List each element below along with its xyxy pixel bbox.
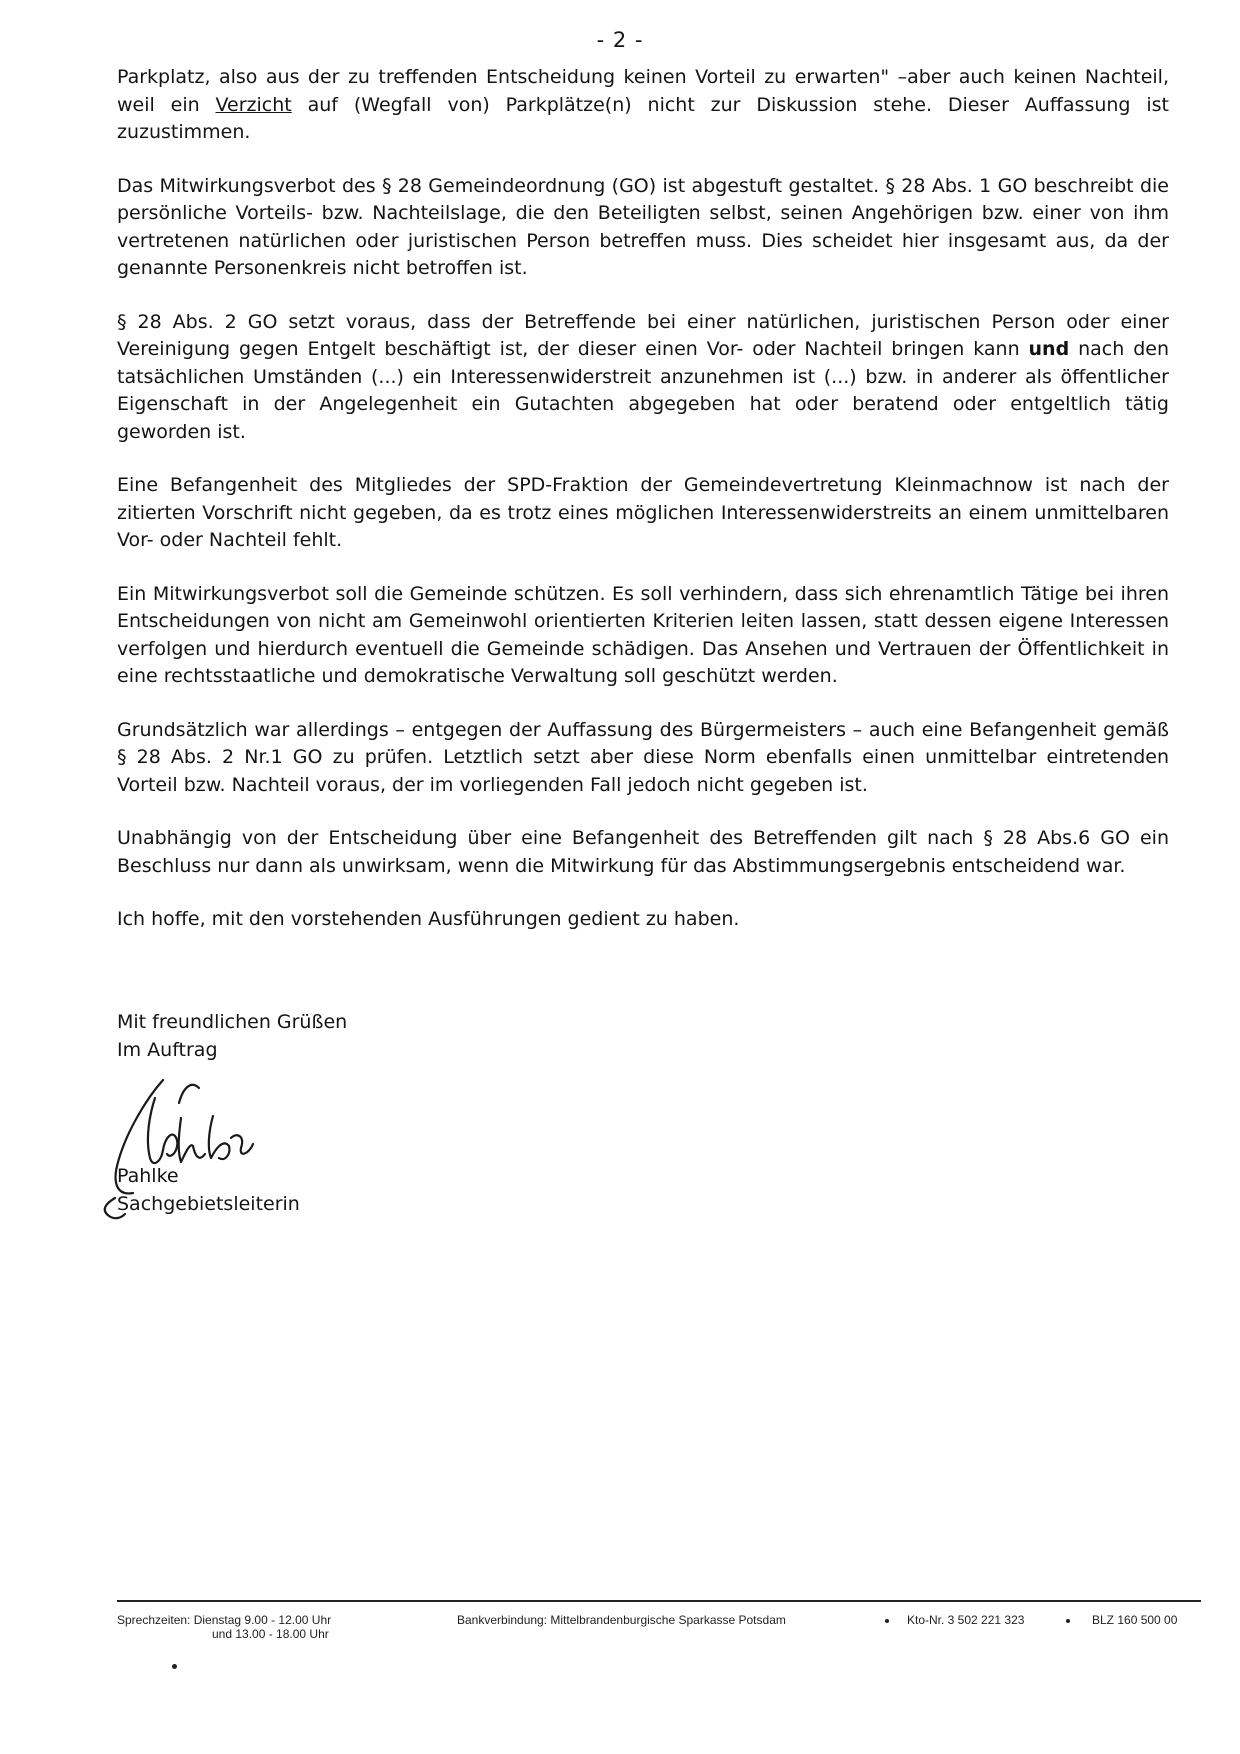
signer-block (117, 1162, 300, 1218)
paragraph-1-part1: Parkplatz, also aus der zu treffenden Entscheidung keinen Vorteil zu erwarten" –aber auch keinen Nachteil, weil ein (117, 66, 1169, 116)
bank-details: Bankverbindung: Mittelbrandenburgische Sparkasse Potsdam (457, 1613, 786, 1627)
signer-name: Pahlke (117, 1165, 179, 1187)
scan-speck (172, 1664, 177, 1669)
greeting: Mit freundlichen Grüßen (117, 1011, 348, 1033)
on-behalf: Im Auftrag (117, 1039, 218, 1061)
paragraph-1-part2: auf (Wegfall von) Parkplätze(n) nicht zur Diskussion stehe. Dieser Auffassung ist zuzustimmen. (117, 93, 1169, 143)
office-hours-line-1: Sprechzeiten: Dienstag 9.00 - 12.00 Uhr (117, 1613, 332, 1627)
office-hours-line-2: und 13.00 - 18.00 Uhr (212, 1627, 329, 1641)
separator-dot (1066, 1619, 1070, 1623)
paragraph-1 (117, 64, 1169, 147)
bank-code: BLZ 160 500 00 (1092, 1613, 1178, 1627)
paragraph-3 (117, 309, 1169, 447)
paragraph-3-part1: § 28 Abs. 2 GO setzt voraus, dass der Betreffende bei einer natürlichen, juristischen Person oder einer Vereinigung gegen Entgelt beschäftigt ist, der dieser einen Vor- oder Nachteil bringen kann (117, 310, 1169, 360)
signer-role: Sachgebietsleiterin (117, 1193, 300, 1215)
closing-block (117, 1008, 347, 1064)
underlined-word: Verzicht (215, 93, 292, 116)
letter-body (117, 64, 1169, 960)
paragraph-8: Ich hoffe, mit den vorstehenden Ausführungen gedient zu haben. (117, 908, 740, 930)
paragraph-3-part2: nach den tatsächlichen Umständen (...) ein Interessenwiderstreit anzunehmen ist (...) bzw. in anderer als öffentlicher Eigenschaft in der Angelegenheit ein Gutachten abgegeben hat oder beratend oder entgeltlich tätig geworden ist. (117, 338, 1169, 443)
account-number: Kto-Nr. 3 502 221 323 (907, 1613, 1025, 1627)
separator-dot (885, 1619, 889, 1623)
paragraph-7: Unabhängig von der Entscheidung über eine Befangenheit des Betreffenden gilt nach § 28 Abs.6 GO ein Beschluss nur dann als unwirksam, wenn die Mitwirkung für das Abstimmungsergebnis entscheidend war. (117, 827, 1169, 877)
office-hours (117, 1613, 331, 1641)
bold-word: und (1028, 338, 1070, 360)
paragraph-4: Eine Befangenheit des Mitgliedes der SPD-Fraktion der Gemeindevertretung Kleinmachnow ist nach der zitierten Vorschrift nicht gegeben, da es trotz eines möglichen Interessenwiderstreits an einem unmittelbaren Vor- oder Nachteil fehlt. (117, 474, 1169, 551)
paragraph-6: Grundsätzlich war allerdings – entgegen der Auffassung des Bürgermeisters – auch eine Befangenheit gemäß § 28 Abs. 2 Nr.1 GO zu prüfen. Letztlich setzt aber diese Norm ebenfalls einen unmittelbar eintretenden Vorteil bzw. Nachteil voraus, der im vorliegenden Fall jedoch nicht gegeben ist. (117, 718, 1169, 796)
paragraph-2: Das Mitwirkungsverbot des § 28 Gemeindeordnung (GO) ist abgestuft gestaltet. § 28 Abs. 1 GO beschreibt die persönliche Vorteils- bzw. Nachteilslage, die den Beteiligten selbst, seinen Angehörigen bzw. einer von ihm vertretenen natürlichen oder juristischen Person betreffen muss. Dies scheidet hier insgesamt aus, da der genannte Personenkreis nicht betroffen ist. (117, 174, 1169, 279)
footer-divider (117, 1600, 1201, 1602)
paragraph-5: Ein Mitwirkungsverbot soll die Gemeinde schützen. Es soll verhindern, dass sich ehrenamtlich Tätige bei ihren Entscheidungen von nicht am Gemeinwohl orientierten Kriterien leiten lassen, statt dessen eigene Interessen verfolgen und hierdurch eventuell die Gemeinde schädigen. Das Ansehen und Vertrauen der Öffentlichkeit in eine rechtsstaatliche und demokratische Verwaltung soll geschützt werden. (117, 582, 1169, 687)
page-number: - 2 - (596, 28, 644, 52)
